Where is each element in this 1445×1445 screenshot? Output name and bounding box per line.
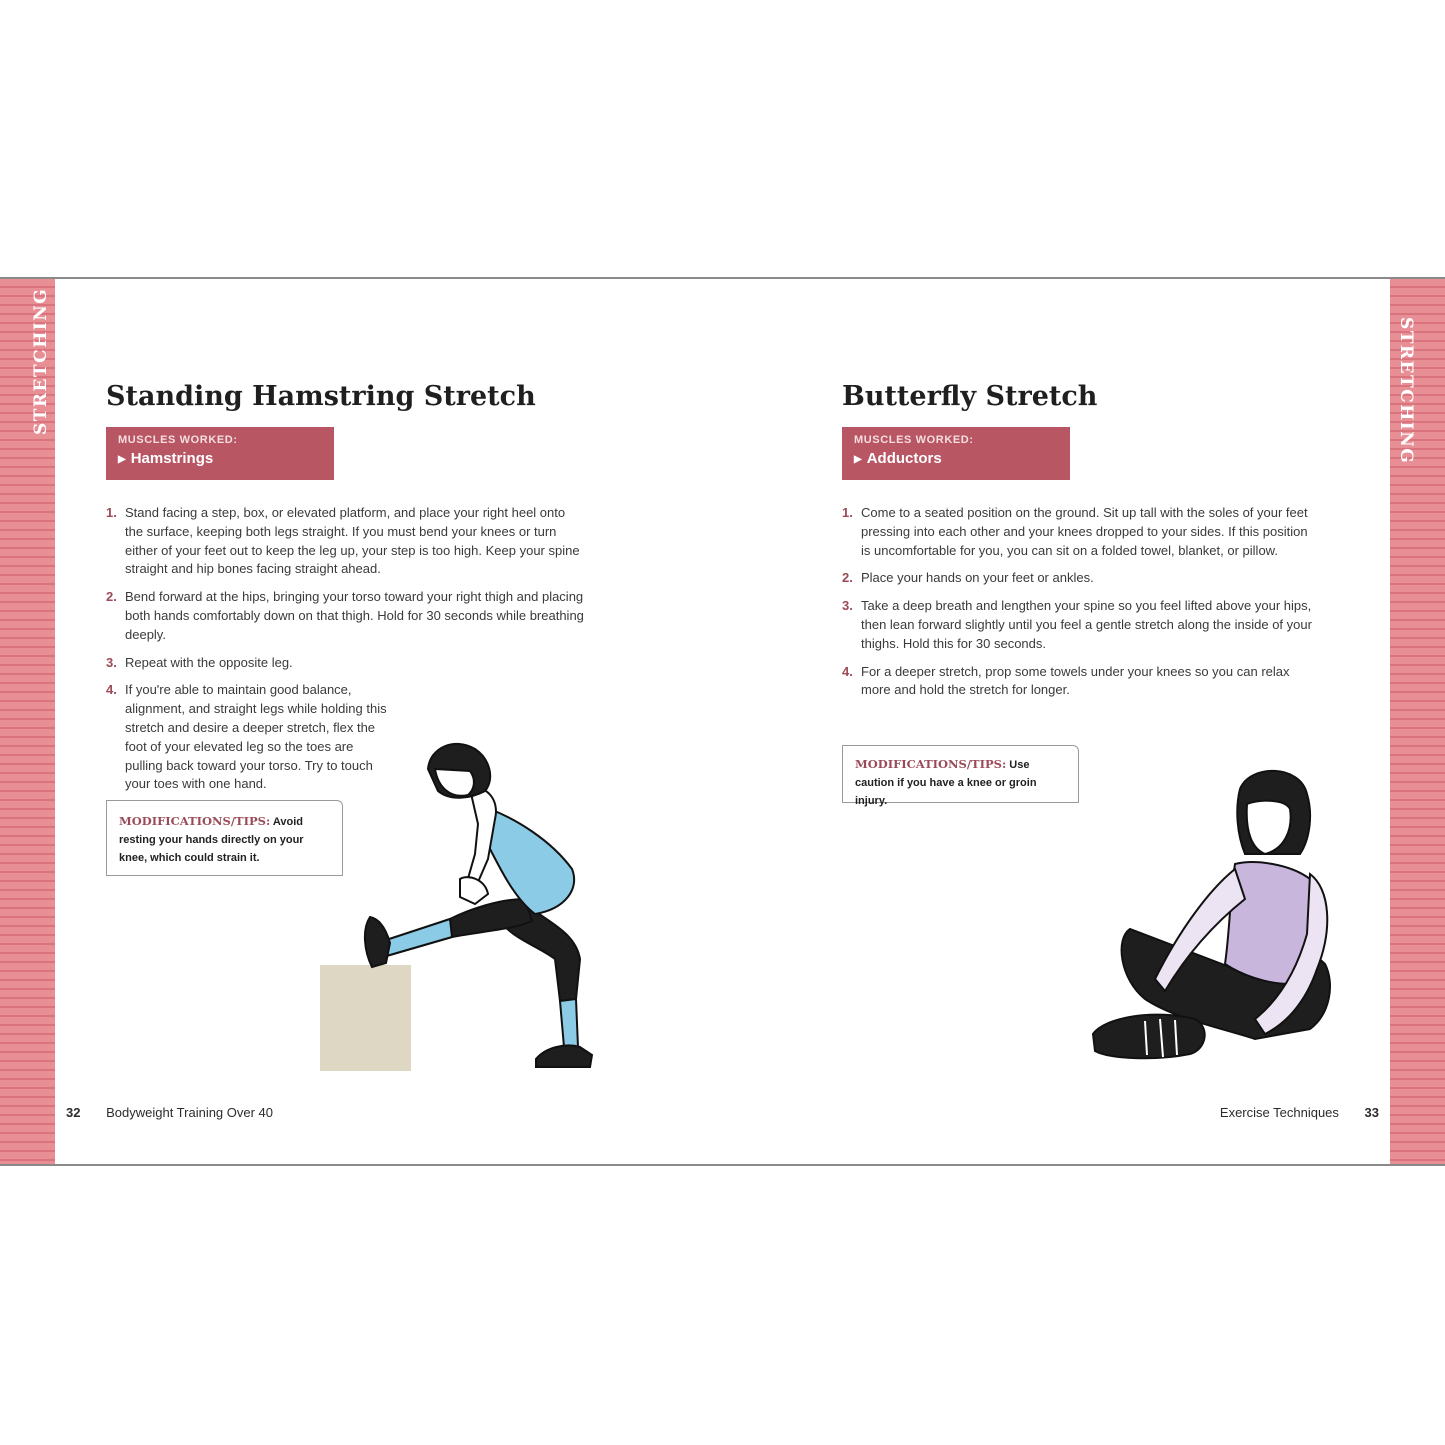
extended-shoe xyxy=(365,917,390,967)
step-number: 4. xyxy=(106,682,117,698)
hands xyxy=(460,877,488,904)
left-side-tab xyxy=(0,279,55,1164)
step-text: Come to a seated position on the ground. Sit up tall with the soles of your feet pressing into each other and your knees dropped to your sides. If this position is uncomfortable for you, you can sit on a folded towel, blanket, or pillow. xyxy=(861,505,1308,558)
arm xyxy=(465,788,496,889)
step-number: 3. xyxy=(842,598,853,614)
left-page-number: 32 xyxy=(66,1105,81,1120)
standing-shin xyxy=(560,999,578,1047)
left-tab-label: STRETCHING xyxy=(31,287,51,435)
step-text: If you're able to maintain good balance, alignment, and straight legs while holding this stretch and desire a deeper stretch, flex the foot of your elevated leg so the toes are pulling back toward your torso. Try to touch your toes with one hand. xyxy=(125,682,387,792)
right-muscles-value: Adductors xyxy=(866,450,942,467)
right-running-title: Exercise Techniques xyxy=(1219,1105,1339,1120)
extended-shin xyxy=(383,919,452,957)
right-page-title: Butterfly Stretch xyxy=(842,381,1098,412)
step-number: 1. xyxy=(842,505,853,520)
left-running-title: Bodyweight Training Over 40 xyxy=(106,1105,274,1120)
left-muscles-value: Hamstrings xyxy=(130,450,214,467)
list-item xyxy=(842,504,1320,560)
list-item xyxy=(842,663,1320,701)
step-number: 2. xyxy=(842,570,853,586)
right-muscles-value-row xyxy=(854,450,1058,467)
step-text: Stand facing a step, box, or elevated platform, and place your right heel onto the surface, keeping both legs straight. If you must bend your knees or turn either of your feet out to keep the leg up, your step is too high. Keep your spine straight and hip bones facing straight ahead. xyxy=(125,505,580,577)
right-footer xyxy=(1220,1105,1379,1120)
shoes xyxy=(1093,1015,1205,1059)
list-item xyxy=(106,504,584,579)
step-text: For a deeper stretch, prop some towels under your knees so you can relax more and hold the stretch for longer. xyxy=(861,663,1290,698)
left-tips-box xyxy=(106,800,343,876)
book-spread xyxy=(0,277,1445,1166)
standing-shoe xyxy=(536,1046,592,1068)
left-tips-text: Avoid resting your hands directly on your knee, which could strain it. xyxy=(119,816,304,864)
left-muscles-label: MUSCLES WORKED: xyxy=(118,434,238,446)
triangle-right-icon: ▶ xyxy=(854,454,862,465)
right-page-number: 33 xyxy=(1364,1105,1379,1120)
right-tips-text: Use caution if you have a knee or groin injury. xyxy=(855,759,1037,807)
right-tips-label: MODIFICATIONS/TIPS: xyxy=(855,757,1007,771)
step-number: 2. xyxy=(106,589,117,605)
step-number: 3. xyxy=(106,654,117,670)
butterfly-stretch-illustration xyxy=(1085,769,1345,1089)
step-number: 1. xyxy=(106,505,117,520)
list-item xyxy=(842,597,1320,653)
step-text: Take a deep breath and lengthen your spine so you feel lifted above your hips, then lean forward slightly until you feel a gentle stretch along the inside of your thighs. Hold this for 30 seconds. xyxy=(861,598,1312,651)
tank-top xyxy=(485,809,574,914)
left-muscles-box xyxy=(106,427,334,480)
right-side-tab xyxy=(1390,279,1445,1164)
right-steps-list xyxy=(842,504,1320,709)
right-tab-label: STRETCHING xyxy=(1396,317,1416,465)
step-text: Repeat with the opposite leg. xyxy=(125,654,293,670)
list-item xyxy=(106,588,584,644)
step-text: Place your hands on your feet or ankles. xyxy=(861,570,1094,586)
left-muscles-value-row xyxy=(118,450,322,467)
left-page-title: Standing Hamstring Stretch xyxy=(106,381,536,412)
left-tips-label: MODIFICATIONS/TIPS: xyxy=(119,814,271,828)
hamstring-stretch-illustration xyxy=(310,729,610,1079)
list-item xyxy=(842,569,1320,588)
right-tips-box xyxy=(842,745,1079,807)
left-footer xyxy=(66,1105,273,1120)
step-text: Bend forward at the hips, bringing your torso toward your right thigh and placing both hands comfortably down on that thigh. Hold for 30 seconds while breathing deeply. xyxy=(125,589,584,642)
right-muscles-box xyxy=(842,427,1070,480)
platform-box xyxy=(320,965,411,1071)
triangle-right-icon: ▶ xyxy=(118,454,126,465)
right-muscles-label: MUSCLES WORKED: xyxy=(854,434,974,446)
list-item xyxy=(106,654,584,673)
step-number: 4. xyxy=(842,663,853,679)
